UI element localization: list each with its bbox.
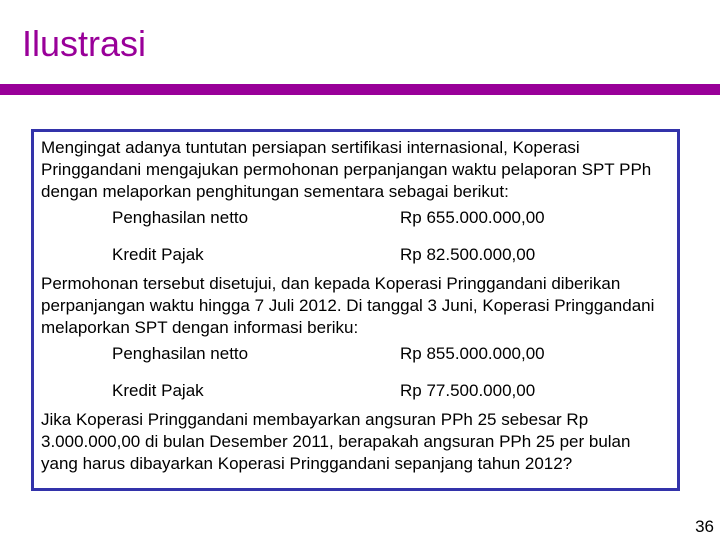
table2-row-label: Kredit Pajak — [112, 381, 204, 400]
question-paragraph: Jika Koperasi Pringgandani membayarkan angsuran PPh 25 sebesar Rp 3.000.000,00 di bulan Desember 2011, berapakah angsuran PPh 25 per bulan yang harus dibayarkan Koperasi Pringgandani sepanjang tahun 2012? — [41, 410, 631, 473]
table1-row-label: Kredit Pajak — [112, 245, 204, 264]
title-underline-bar — [0, 84, 720, 95]
intro-paragraph: Mengingat adanya tuntutan persiapan sertifikasi internasional, Koperasi Pringgandani mengajukan permohonan perpanjangan waktu pelaporan SPT PPh dengan melaporkan penghitungan sementara sebagai berikut: — [41, 138, 652, 201]
table1-row — [41, 203, 671, 237]
table1-row-value: Rp 655.000.000,00 — [400, 208, 545, 227]
table2-row — [41, 373, 671, 409]
table2-row-value: Rp 855.000.000,00 — [400, 344, 545, 363]
page-number: 36 — [695, 517, 714, 536]
middle-paragraph: Permohonan tersebut disetujui, dan kepada Koperasi Pringgandani diberikan perpanjangan waktu hingga 7 Juli 2012. Di tanggal 3 Juni, Koperasi Pringgandani melaporkan SPT dengan informasi beriku: — [41, 274, 655, 337]
table2-row-value: Rp 77.500.000,00 — [400, 381, 536, 400]
slide-title: Ilustrasi — [22, 23, 147, 64]
table1-row — [41, 237, 671, 273]
content-text — [41, 137, 671, 475]
table2-row — [41, 339, 671, 373]
content-box — [31, 129, 680, 491]
table2-row-label: Penghasilan netto — [112, 344, 249, 363]
table1-row-value: Rp 82.500.000,00 — [400, 245, 536, 264]
table1-row-label: Penghasilan netto — [112, 208, 249, 227]
